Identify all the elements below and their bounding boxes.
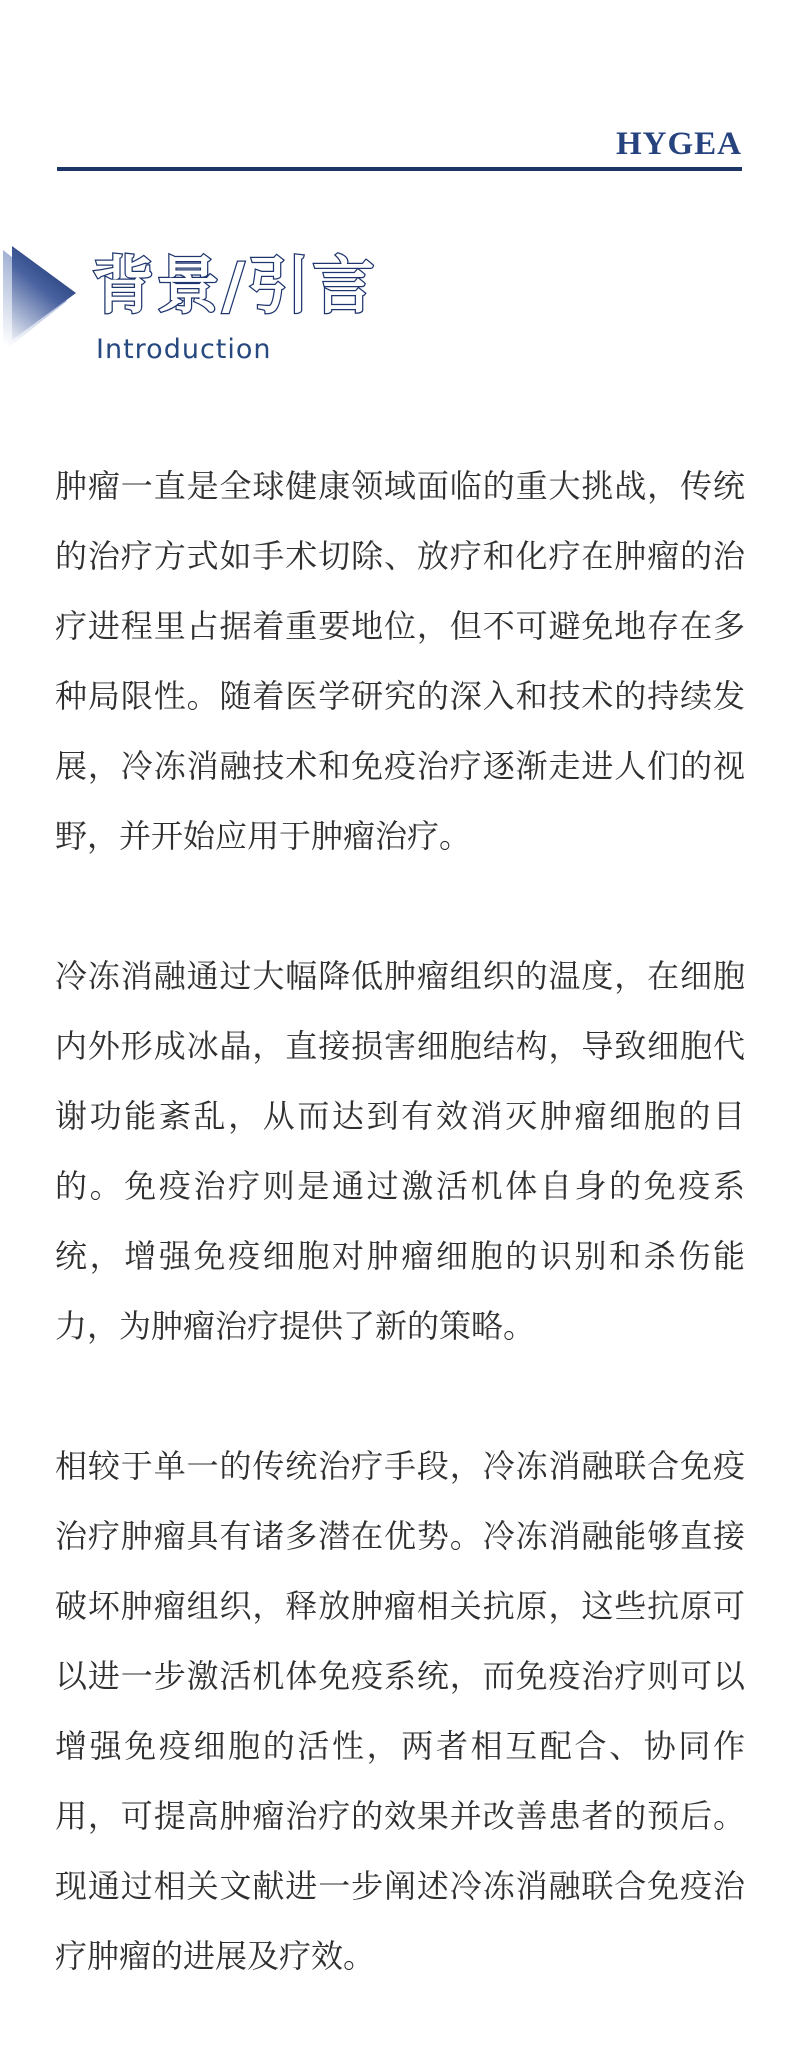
paragraph-combined-therapy-advantages: [55, 1431, 745, 1991]
text-line: 统，增强免疫细胞对肿瘤细胞的识别和杀伤能: [55, 1237, 745, 1275]
text-line: 疗进程里占据着重要地位，但不可避免地存在多: [55, 607, 745, 645]
text-line: 的。免疫治疗则是通过激活机体自身的免疫系: [55, 1167, 745, 1205]
text-line: 冷冻消融通过大幅降低肿瘤组织的温度，在细胞: [55, 957, 745, 995]
text-line: 肿瘤一直是全球健康领域面临的重大挑战，传统: [55, 467, 745, 505]
text-line: 的治疗方式如手术切除、放疗和化疗在肿瘤的治: [55, 537, 745, 575]
text-line: 野，并开始应用于肿瘤治疗。: [55, 817, 472, 855]
text-line: 疗肿瘤的进展及疗效。: [55, 1937, 376, 1975]
text-line: 内外形成冰晶，直接损害细胞结构，导致细胞代: [55, 1027, 745, 1065]
text-line: 力，为肿瘤治疗提供了新的策略。: [55, 1307, 536, 1345]
text-line: 相较于单一的传统治疗手段，冷冻消融联合免疫: [55, 1447, 745, 1485]
paragraph-cryoablation-immunotherapy: [55, 941, 745, 1361]
header-rule: [57, 167, 742, 171]
brand-logo: HYGEA: [615, 126, 742, 162]
paragraph-intro-challenge: [55, 451, 745, 871]
text-line: 增强免疫细胞的活性，两者相互配合、协同作: [55, 1727, 745, 1765]
text-line: 现通过相关文献进一步阐述冷冻消融联合免疫治: [55, 1867, 745, 1905]
text-line: 展，冷冻消融技术和免疫治疗逐渐走进人们的视: [55, 747, 745, 785]
article-body: [55, 451, 745, 1991]
text-line: 用，可提高肿瘤治疗的效果并改善患者的预后。: [55, 1797, 745, 1835]
text-line: 破坏肿瘤组织，释放肿瘤相关抗原，这些抗原可: [55, 1587, 745, 1625]
section-title: 背景/引言: [92, 249, 378, 322]
section-subtitle: Introduction: [96, 334, 272, 365]
text-line: 以进一步激活机体免疫系统，而免疫治疗则可以: [55, 1657, 745, 1695]
text-line: 种局限性。随着医学研究的深入和技术的持续发: [55, 677, 745, 715]
text-line: 谢功能紊乱，从而达到有效消灭肿瘤细胞的目: [55, 1097, 745, 1135]
text-line: 治疗肿瘤具有诸多潜在优势。冷冻消融能够直接: [55, 1517, 745, 1555]
right-chevron-icon: [0, 246, 82, 354]
chevron-front-triangle: [12, 246, 76, 340]
